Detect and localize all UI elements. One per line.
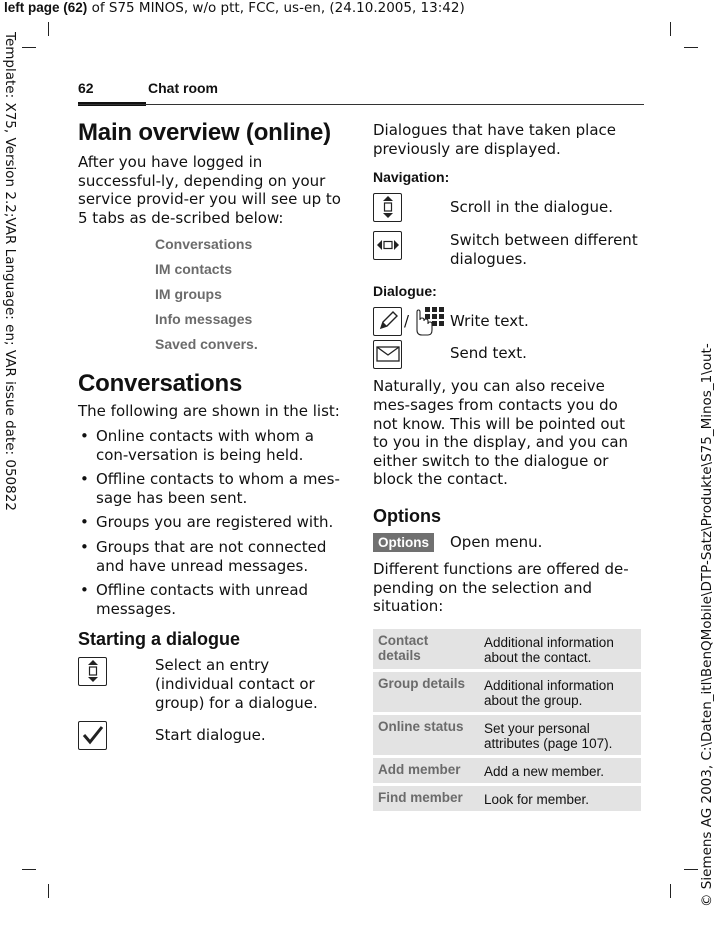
key-row-select-text: Select an entry (individual contact or group) for a dialogue. [155,656,318,712]
list-item: • Offline contacts to whom a mes-sage has been sent. [78,470,346,507]
option-name: Group details [373,672,479,712]
page-number: 62 [78,80,94,96]
tab-label-im-groups: IM groups [155,286,222,303]
tab-label-conversations: Conversations [155,236,253,253]
side-copyright-text: © Siemens AG 2003, C:\Daten_itl\BenQMobile\DTP-Satz\Produkte\S75_Minos_1\out- [699,343,715,907]
checkmark-icon [78,721,107,750]
naturally-paragraph: Naturally, you can also receive mes-sages from contacts you do not know. This will be pointed out to you in the display, and you can either switch to the dialogue or block the contact. [373,377,629,489]
option-name: Find member [373,786,479,811]
tab-label-im-contacts: IM contacts [155,261,233,278]
nav-up-down-icon [373,193,402,222]
print-header-bold: left page (62) [4,0,88,15]
options-table [373,626,641,814]
crop-mark [22,869,36,870]
conversations-bullet-list [78,427,346,618]
list-item: • Groups that are not connected and have unread messages. [78,538,346,575]
tab-label-saved-convers: Saved convers. [155,336,258,353]
table-row [373,715,641,755]
conversations-heading: Conversations [78,370,243,398]
header-rule [78,104,644,105]
crop-mark [670,22,671,36]
options-intro: Different functions are offered de-pending on the selection and situation: [373,559,629,616]
table-row [373,672,641,712]
crop-mark [684,47,698,48]
right-column [373,118,643,814]
key-row-start [78,720,346,750]
key-row-scroll [373,192,643,222]
side-margin-left [1,32,19,572]
dialogue-heading: Dialogue: [373,283,437,300]
conversations-intro: The following are shown in the list: [78,402,340,421]
intro-paragraph: After you have logged in successful-ly, depending on your service provid-er you will see up to 5 tabs as de-scribed below: [78,153,341,227]
options-softkey: Options [373,533,434,552]
option-desc: Add a new member. [479,758,641,783]
dialogues-intro: Dialogues that have taken place previously are displayed. [373,121,616,158]
tab-list [78,232,346,357]
side-margin-right [699,318,717,923]
navigation-heading: Navigation: [373,169,450,186]
icon-separator: / [404,312,410,331]
key-row-start-text: Start dialogue. [155,726,266,745]
table-row [373,758,641,783]
option-name: Add member [373,758,479,783]
option-desc: Additional information about the contact. [479,629,641,669]
starting-dialogue-heading: Starting a dialogue [78,629,241,650]
left-column [78,118,346,750]
key-row-switch [373,230,643,268]
option-desc: Look for member. [479,786,641,811]
side-template-text: Template: X75, Version 2.2;VAR Language: en; VAR issue date: 050822 [2,32,18,511]
key-row-send-text: Send text. [450,344,527,363]
option-name: Contact details [373,629,479,669]
key-row-send [373,339,643,369]
list-item: • Online contacts with whom a con-versation is being held. [78,427,346,464]
table-row [373,629,641,669]
options-heading: Options [373,505,441,526]
option-desc: Additional information about the group. [479,672,641,712]
nav-left-right-icon [373,231,402,260]
table-row [373,786,641,811]
envelope-icon [373,340,402,369]
main-heading: Main overview (online) [78,119,331,146]
crop-mark [22,47,36,48]
print-header-rest: of S75 MINOS, w/o ptt, FCC, us-en, (24.10.2005, 13:42) [87,0,465,16]
running-title: Chat room [148,80,218,96]
key-row-scroll-text: Scroll in the dialogue. [450,198,613,217]
list-item: • Groups you are registered with. [78,513,346,532]
tab-label-info-messages: Info messages [155,311,253,328]
key-row-options-text: Open menu. [450,532,543,551]
nav-up-down-icon [78,657,107,686]
key-row-switch-text: Switch between different dialogues. [450,231,638,268]
print-header [4,0,465,16]
keypad-icon [411,306,445,336]
key-row-select [78,656,346,712]
option-desc: Set your personal attributes (page 107). [479,715,641,755]
crop-mark [48,22,49,36]
key-row-write-text: Write text. [450,312,529,331]
key-row-write [373,306,643,336]
crop-mark [48,884,49,898]
crop-mark [684,869,698,870]
list-item: • Offline contacts with unread messages. [78,581,346,618]
option-name: Online status [373,715,479,755]
pencil-icon [373,307,402,336]
crop-mark [670,884,671,898]
key-row-options [373,532,643,554]
